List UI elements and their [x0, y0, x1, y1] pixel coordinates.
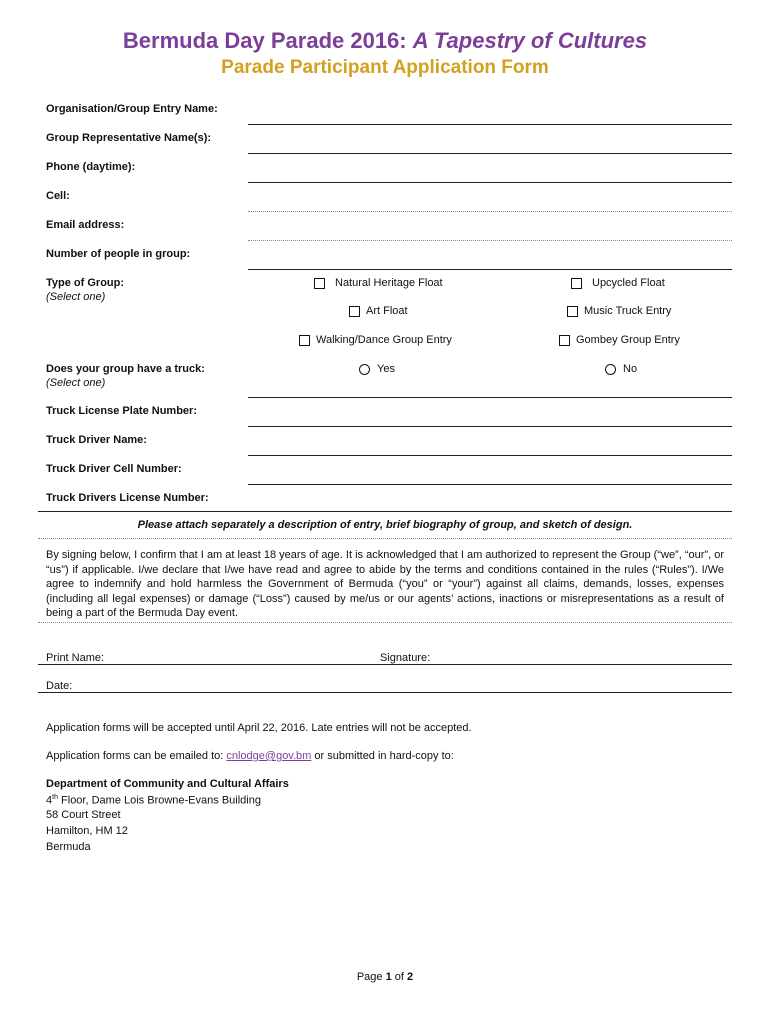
num-people-field[interactable]: [248, 269, 732, 270]
truck-no-option[interactable]: [605, 363, 637, 375]
art-float-option[interactable]: [349, 305, 408, 317]
truck-yes-label: Yes: [377, 363, 395, 375]
natural-heritage-option[interactable]: [314, 277, 443, 289]
title-main: Bermuda Day Parade 2016:: [122, 28, 413, 53]
email-info: [46, 750, 454, 762]
truck-plate-label: Truck License Plate Number:: [46, 405, 197, 417]
address-floor: [46, 794, 261, 807]
checkbox-icon[interactable]: [314, 278, 325, 289]
rep-names-field[interactable]: [248, 153, 732, 154]
email-suffix: or submitted in hard-copy to:: [311, 750, 454, 762]
print-name-label: Print Name:: [46, 652, 105, 664]
page-word: Page: [356, 971, 386, 983]
org-name-field[interactable]: [248, 124, 732, 125]
email-label: Email address:: [46, 219, 125, 231]
floor-suffix: th: [52, 794, 58, 801]
date-label: Date:: [46, 680, 73, 692]
truck-plate-field[interactable]: [248, 426, 732, 427]
natural-heritage-label: Natural Heritage Float: [335, 277, 443, 289]
email-prefix: Application forms can be emailed to:: [46, 750, 227, 762]
truck-driver-cell-label: Truck Driver Cell Number:: [46, 463, 182, 475]
truck-driver-cell-field[interactable]: [248, 484, 732, 485]
form-title: [0, 28, 770, 54]
group-type-label: Type of Group:: [46, 277, 125, 289]
address-country: Bermuda: [46, 841, 91, 853]
truck-driver-license-field[interactable]: [38, 511, 732, 512]
title-italic: A Tapestry of Cultures: [412, 28, 648, 53]
truck-driver-field[interactable]: [248, 455, 732, 456]
checkbox-icon[interactable]: [299, 335, 310, 346]
address-street: 58 Court Street: [46, 809, 121, 821]
rep-names-label: Group Representative Name(s):: [46, 132, 212, 144]
truck-yes-option[interactable]: [359, 363, 395, 375]
walking-dance-label: Walking/Dance Group Entry: [316, 334, 452, 346]
declaration-divider: [38, 622, 732, 623]
group-type-hint: (Select one): [46, 291, 106, 303]
org-name-label: Organisation/Group Entry Name:: [46, 103, 218, 115]
declaration-text: By signing below, I confirm that I am at least 18 years of age. It is acknowledged that I am authorized to represent the Group (“we”, “our”, or “us”) if applicable. I/we declare that I/we have read and agree to abide by the terms and conditions contained in the rules (“Rules”). I/We agree to indemnify and hold harmless the Government of Bermuda (“you” or “your”) against all claims, demands, losses, expenses (including all legal expenses) or damage (“Loss”) caused by me/us or our agents’ actions, inactions or misrepresentations as a result of being a part of the Bermuda Day event.: [46, 549, 724, 620]
checkbox-icon[interactable]: [571, 278, 582, 289]
truck-driver-label: Truck Driver Name:: [46, 434, 147, 446]
floor-number: 4: [46, 794, 53, 807]
page-number: [0, 971, 770, 983]
radio-icon[interactable]: [359, 364, 370, 375]
walking-dance-option[interactable]: [299, 334, 452, 346]
truck-no-label: No: [623, 363, 638, 375]
num-people-label: Number of people in group:: [46, 248, 191, 260]
section-divider: [38, 538, 732, 539]
truck-driver-license-label: Truck Drivers License Number:: [46, 492, 209, 504]
signature-label: Signature:: [380, 652, 431, 664]
checkbox-icon[interactable]: [559, 335, 570, 346]
page-of: of: [391, 971, 408, 983]
deadline-text: Application forms will be accepted until April 22, 2016. Late entries will not be accepted.: [46, 722, 472, 734]
page-total: 2: [407, 971, 414, 983]
address-city: Hamilton, HM 12: [46, 825, 128, 837]
truck-question-hint: (Select one): [46, 377, 106, 389]
cell-label: Cell:: [46, 190, 70, 202]
attach-note: Please attach separately a description of entry, brief biography of group, and sketch of design.: [137, 519, 633, 531]
gombey-label: Gombey Group Entry: [576, 334, 680, 346]
checkbox-icon[interactable]: [349, 306, 360, 317]
email-field[interactable]: [248, 240, 732, 241]
print-name-signature-field[interactable]: [38, 664, 732, 665]
phone-field[interactable]: [248, 182, 732, 183]
dept-name: Department of Community and Cultural Affairs: [46, 778, 289, 790]
phone-label: Phone (daytime):: [46, 161, 136, 173]
truck-question-label: Does your group have a truck:: [46, 363, 205, 375]
form-subtitle: Parade Participant Application Form: [221, 57, 549, 78]
gombey-option[interactable]: [559, 334, 680, 346]
truck-divider: [248, 397, 732, 398]
music-truck-option[interactable]: [567, 305, 671, 317]
radio-icon[interactable]: [605, 364, 616, 375]
checkbox-icon[interactable]: [567, 306, 578, 317]
cell-field[interactable]: [248, 211, 732, 212]
date-field[interactable]: [38, 692, 732, 693]
art-float-label: Art Float: [366, 305, 408, 317]
upcycled-label: Upcycled Float: [592, 277, 665, 289]
page-current: 1: [385, 971, 392, 983]
upcycled-option[interactable]: [571, 277, 665, 289]
floor-rest: Floor, Dame Lois Browne-Evans Building: [57, 794, 261, 807]
email-link[interactable]: cnlodge@gov.bm: [226, 750, 312, 762]
music-truck-label: Music Truck Entry: [584, 305, 672, 317]
